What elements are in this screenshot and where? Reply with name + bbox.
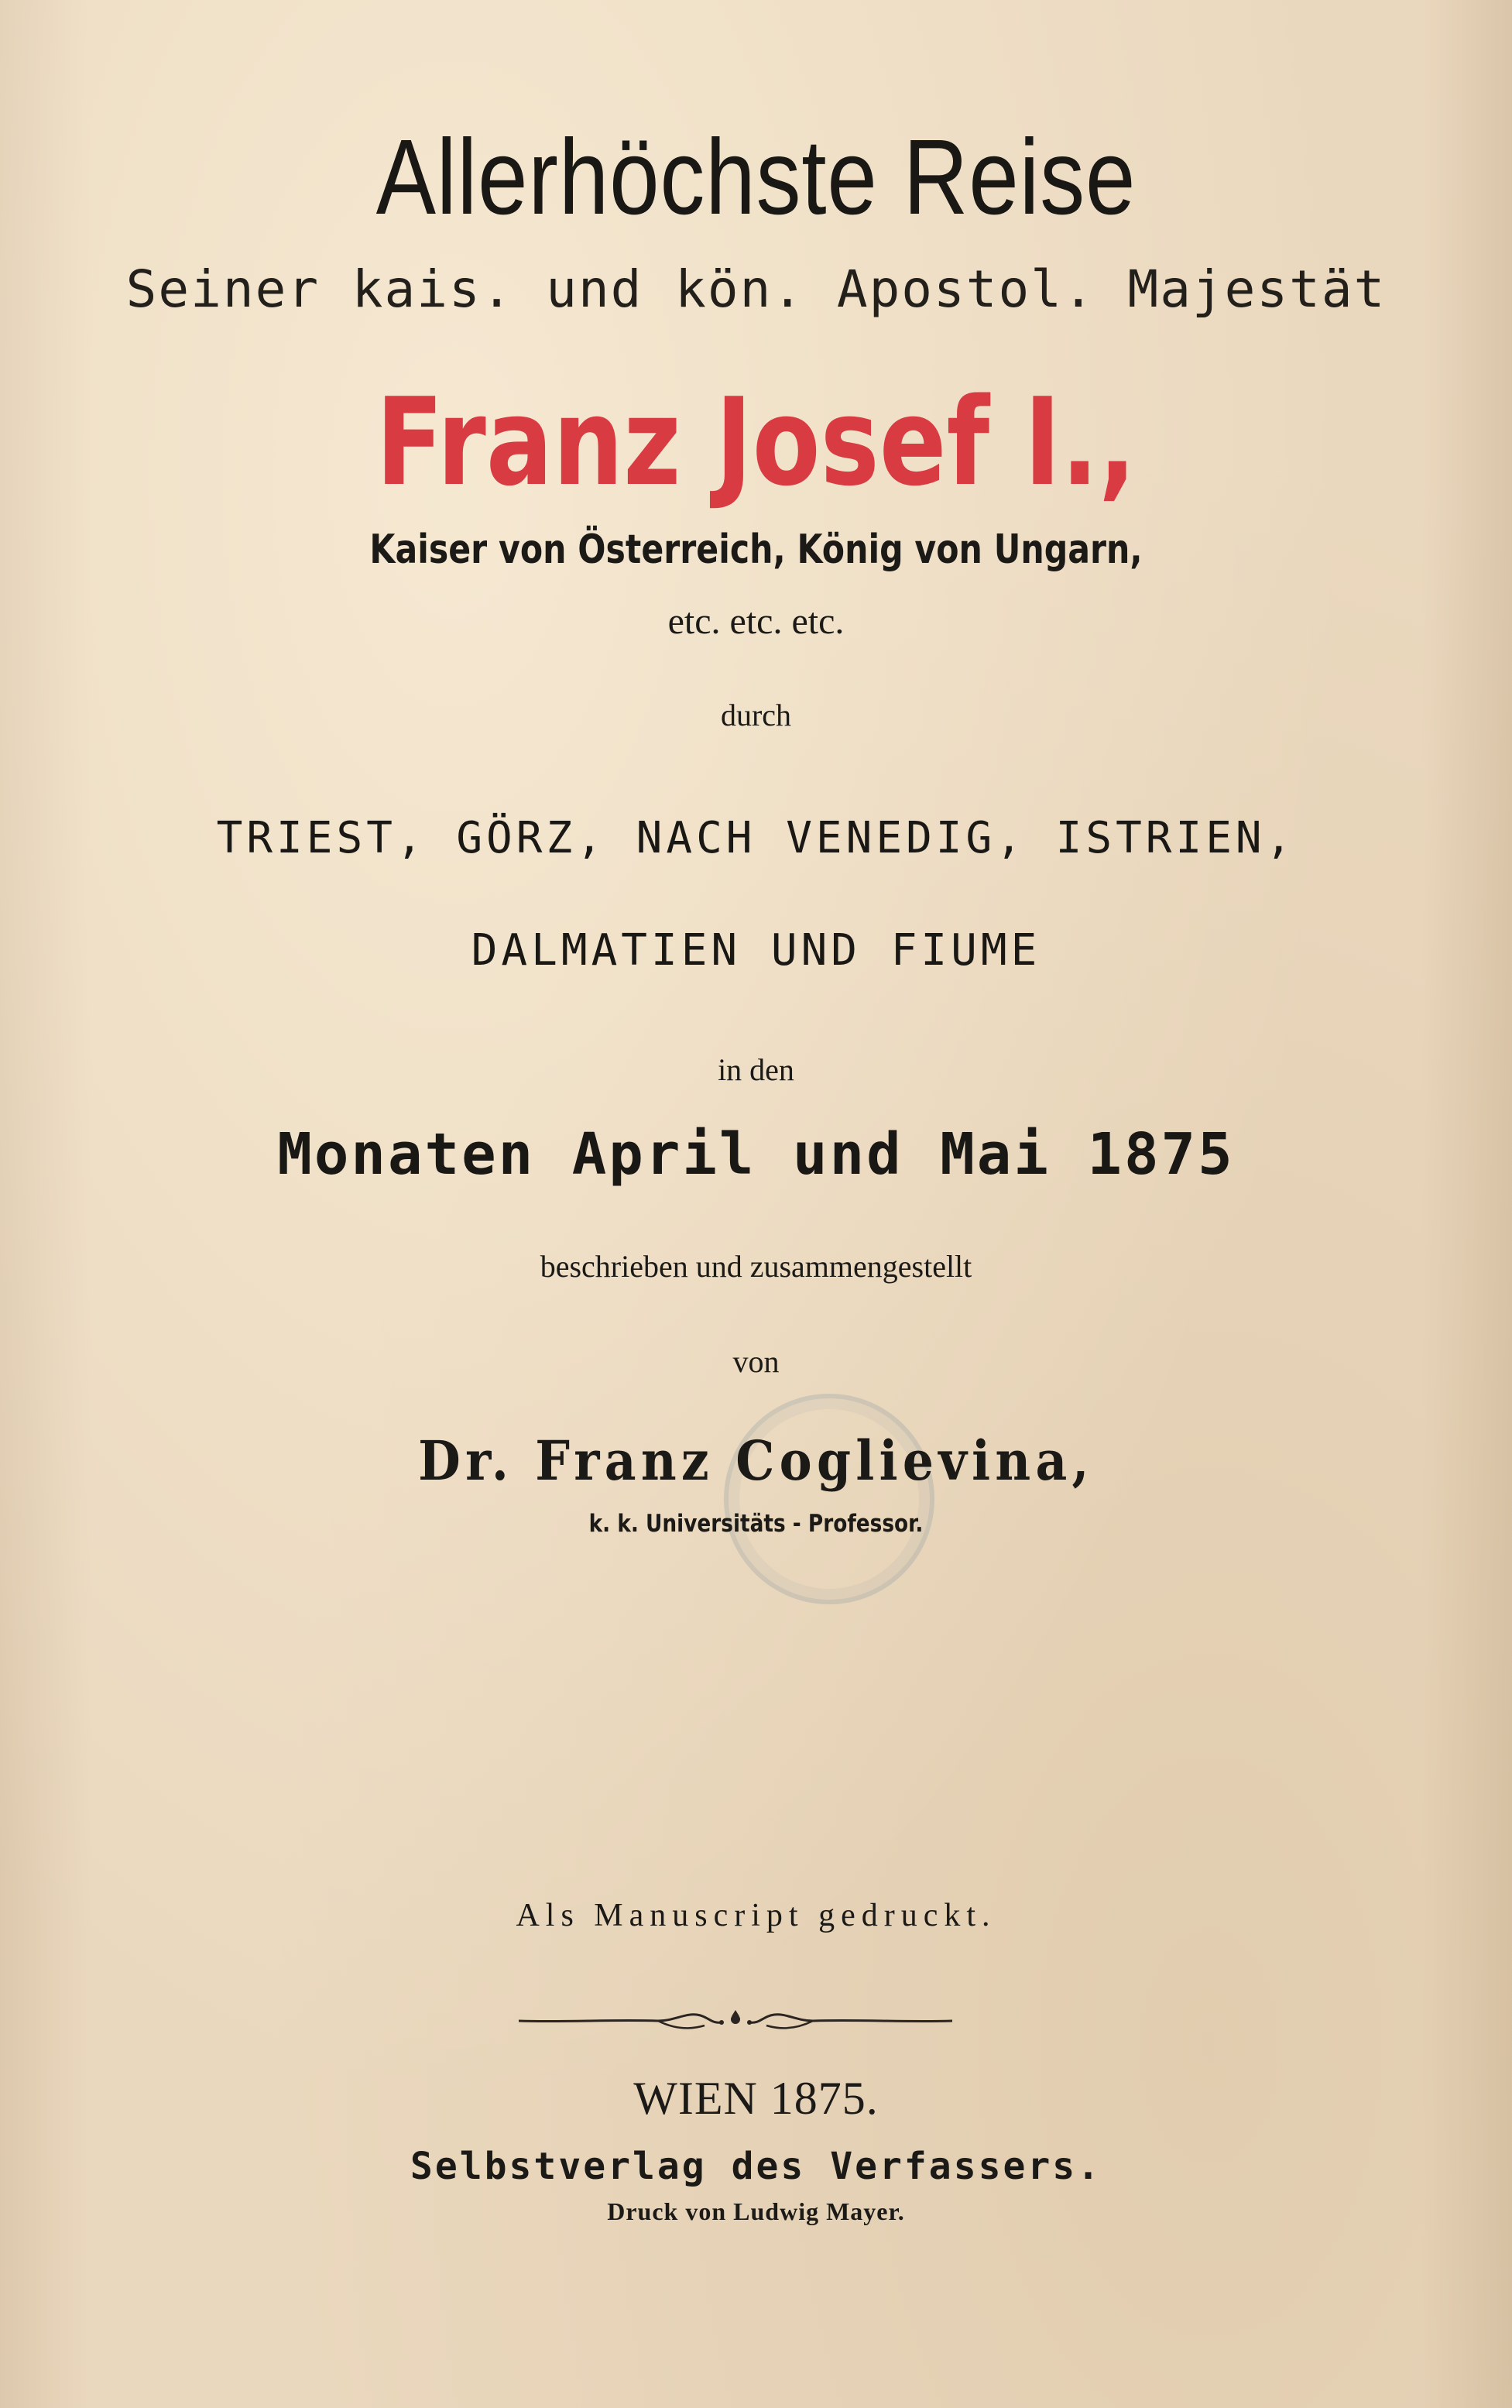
author-title: k. k. Universitäts - Professor. — [588, 1510, 924, 1538]
publisher: Selbstverlag des Verfassers. — [410, 2145, 1102, 2188]
monarch-name: Franz Josef I., — [375, 372, 1137, 513]
library-stamp — [724, 1394, 934, 1604]
places-line-2: DALMATIEN UND FIUME — [471, 925, 1041, 976]
places-line-1: TRIEST, GÖRZ, NACH VENEDIG, ISTRIEN, — [216, 813, 1296, 863]
months-line: Monaten April und Mai 1875 — [277, 1121, 1235, 1188]
manuscript-note: Als Manuscript gedruckt. — [516, 1898, 996, 1933]
von-line: von — [732, 1344, 780, 1379]
etc-line: etc. etc. etc. — [667, 601, 845, 642]
printer: Druck von Ludwig Mayer. — [607, 2197, 905, 2225]
durch-line: durch — [720, 698, 792, 732]
author-name: Dr. Franz Coglievina, — [418, 1429, 1094, 1493]
ornament-divider-icon — [519, 2005, 952, 2036]
monarch-titles: Kaiser von Österreich, König von Ungarn, — [369, 527, 1143, 573]
book-subtitle: Seiner kais. und kön. Apostol. Majestät — [125, 259, 1387, 319]
in-den-line: in den — [718, 1052, 794, 1087]
place-year: WIEN 1875. — [633, 2073, 879, 2124]
book-title: Allerhöchste Reise — [375, 118, 1137, 237]
described-line: beschrieben und zusammengestellt — [540, 1249, 972, 1284]
